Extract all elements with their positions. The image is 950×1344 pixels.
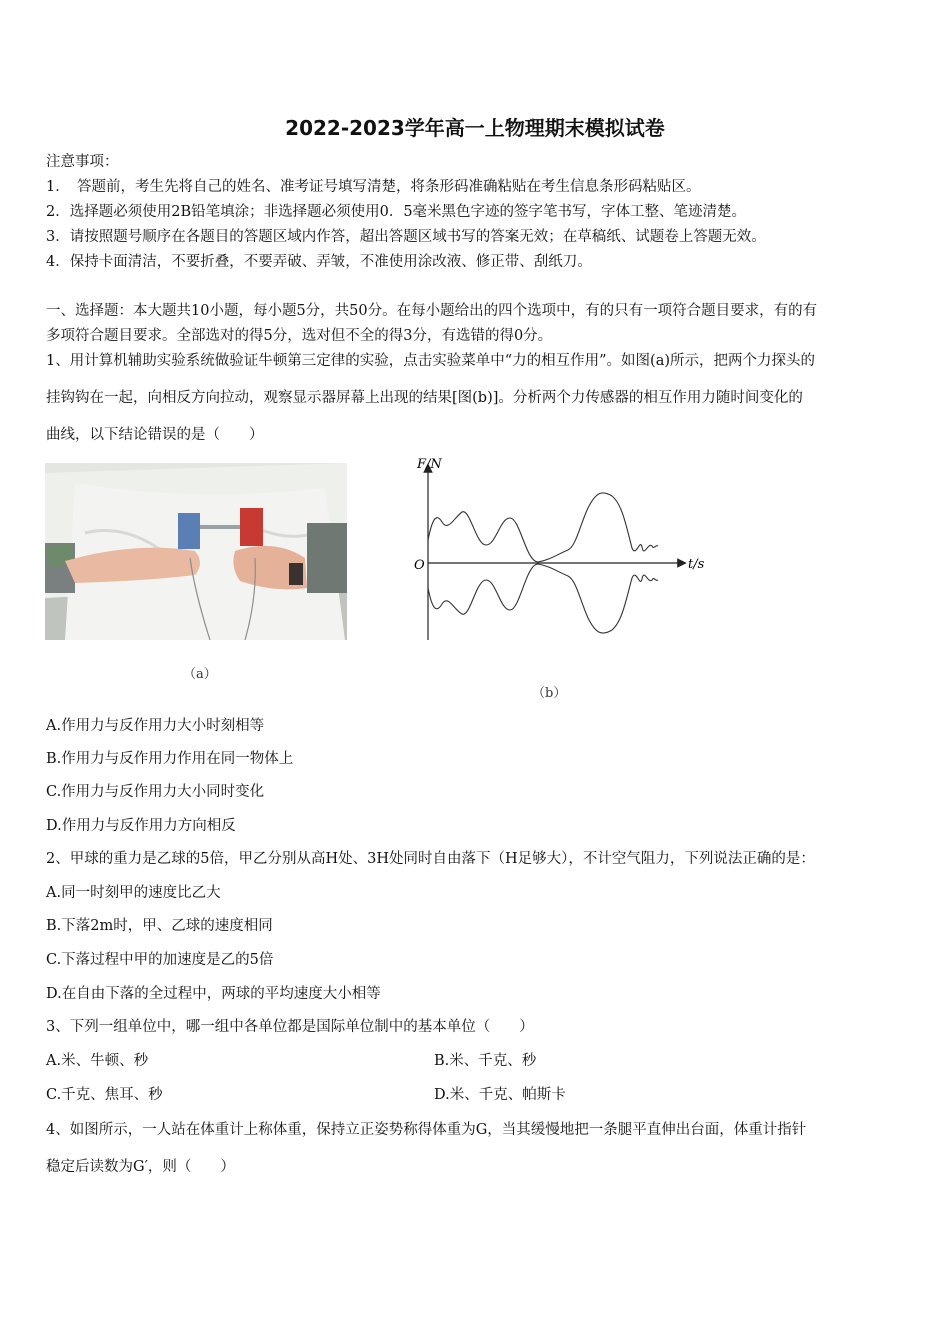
notice-item: 2．选择题必须使用2B铅笔填涂；非选择题必须使用0．5毫米黑色字迹的签字笔书写，字体工整、笔迹清楚。 xyxy=(46,204,747,220)
question-1-stem: 1、用计算机辅助实验系统做验证牛顿第三定律的实验，点击实验菜单中“力的相互作用”。如图(a)所示，把两个力探头的 xyxy=(46,353,816,369)
notice-item: 3．请按照题号顺序在各题目的答题区域内作答，超出答题区域书写的答案无效；在草稿纸、试题卷上答题无效。 xyxy=(46,229,766,245)
question-3-option-c: C.千克、焦耳、秒 xyxy=(46,1087,163,1103)
question-3-option-d: D.米、千克、帕斯卡 xyxy=(434,1087,566,1103)
notice-heading: 注意事项： xyxy=(46,154,119,170)
section-intro: 一、选择题：本大题共10小题，每小题5分，共50分。在每小题给出的四个选项中，有的只有一项符合题目要求，有的有 xyxy=(46,303,818,319)
question-2-stem: 2、甲球的重力是乙球的5倍，甲乙分别从高H处、3H处同时自由落下（H足够大），不计空气阻力，下列说法正确的是： xyxy=(46,851,815,867)
question-1-stem: 曲线，以下结论错误的是（ ） xyxy=(46,427,264,443)
question-1-option-b: B.作用力与反作用力作用在同一物体上 xyxy=(46,751,294,767)
page-title: 2022-2023学年高一上物理期末模拟试卷 xyxy=(285,116,665,140)
figure-a-caption: （a） xyxy=(183,667,217,682)
question-1-option-a: A.作用力与反作用力大小时刻相等 xyxy=(46,718,265,734)
question-3-stem: 3、下列一组单位中，哪一组中各单位都是国际单位制中的基本单位（ ） xyxy=(46,1019,534,1035)
question-2-option-d: D.在自由下落的全过程中，两球的平均速度大小相等 xyxy=(46,986,381,1002)
figure-b-graph xyxy=(390,450,720,650)
section-intro: 多项符合题目要求。全部选对的得5分，选对但不全的得3分，有选错的得0分。 xyxy=(46,328,553,344)
question-1-option-d: D.作用力与反作用力方向相反 xyxy=(46,818,236,834)
force-curve-lower xyxy=(428,564,658,633)
question-1-option-c: C.作用力与反作用力大小同时变化 xyxy=(46,784,265,800)
question-3-option-a: A.米、牛顿、秒 xyxy=(46,1053,149,1069)
question-2-option-a: A.同一时刻甲的速度比乙大 xyxy=(46,885,221,901)
figure-b-caption: （b） xyxy=(532,686,567,701)
origin-label: O xyxy=(414,558,425,573)
question-4-stem: 4、如图所示，一人站在体重计上称体重，保持立正姿势称得体重为G，当其缓慢地把一条腿平直伸出台面，体重计指针 xyxy=(46,1122,807,1138)
question-1-stem: 挂钩钩在一起，向相反方向拉动，观察显示器屏幕上出现的结果[图(b)]。分析两个力传感器的相互作用力随时间变化的 xyxy=(46,390,803,406)
figure-a-photo xyxy=(45,463,347,640)
question-3-option-b: B.米、千克、秒 xyxy=(434,1053,537,1069)
x-axis-label: t/s xyxy=(688,557,705,572)
question-2-option-c: C.下落过程中甲的加速度是乙的5倍 xyxy=(46,952,274,968)
y-axis-label: F/N xyxy=(417,457,442,472)
question-4-stem: 稳定后读数为G′，则（ ） xyxy=(46,1159,235,1175)
force-curve-upper xyxy=(428,493,658,562)
notice-item: 4．保持卡面清洁，不要折叠，不要弄破、弄皱，不准使用涂改液、修正带、刮纸刀。 xyxy=(46,254,592,270)
question-2-option-b: B.下落2m时，甲、乙球的速度相同 xyxy=(46,918,273,934)
notice-item: 1． 答题前，考生先将自己的姓名、准考证号填写清楚，将条形码准确粘贴在考生信息条形码粘贴区。 xyxy=(46,179,701,195)
